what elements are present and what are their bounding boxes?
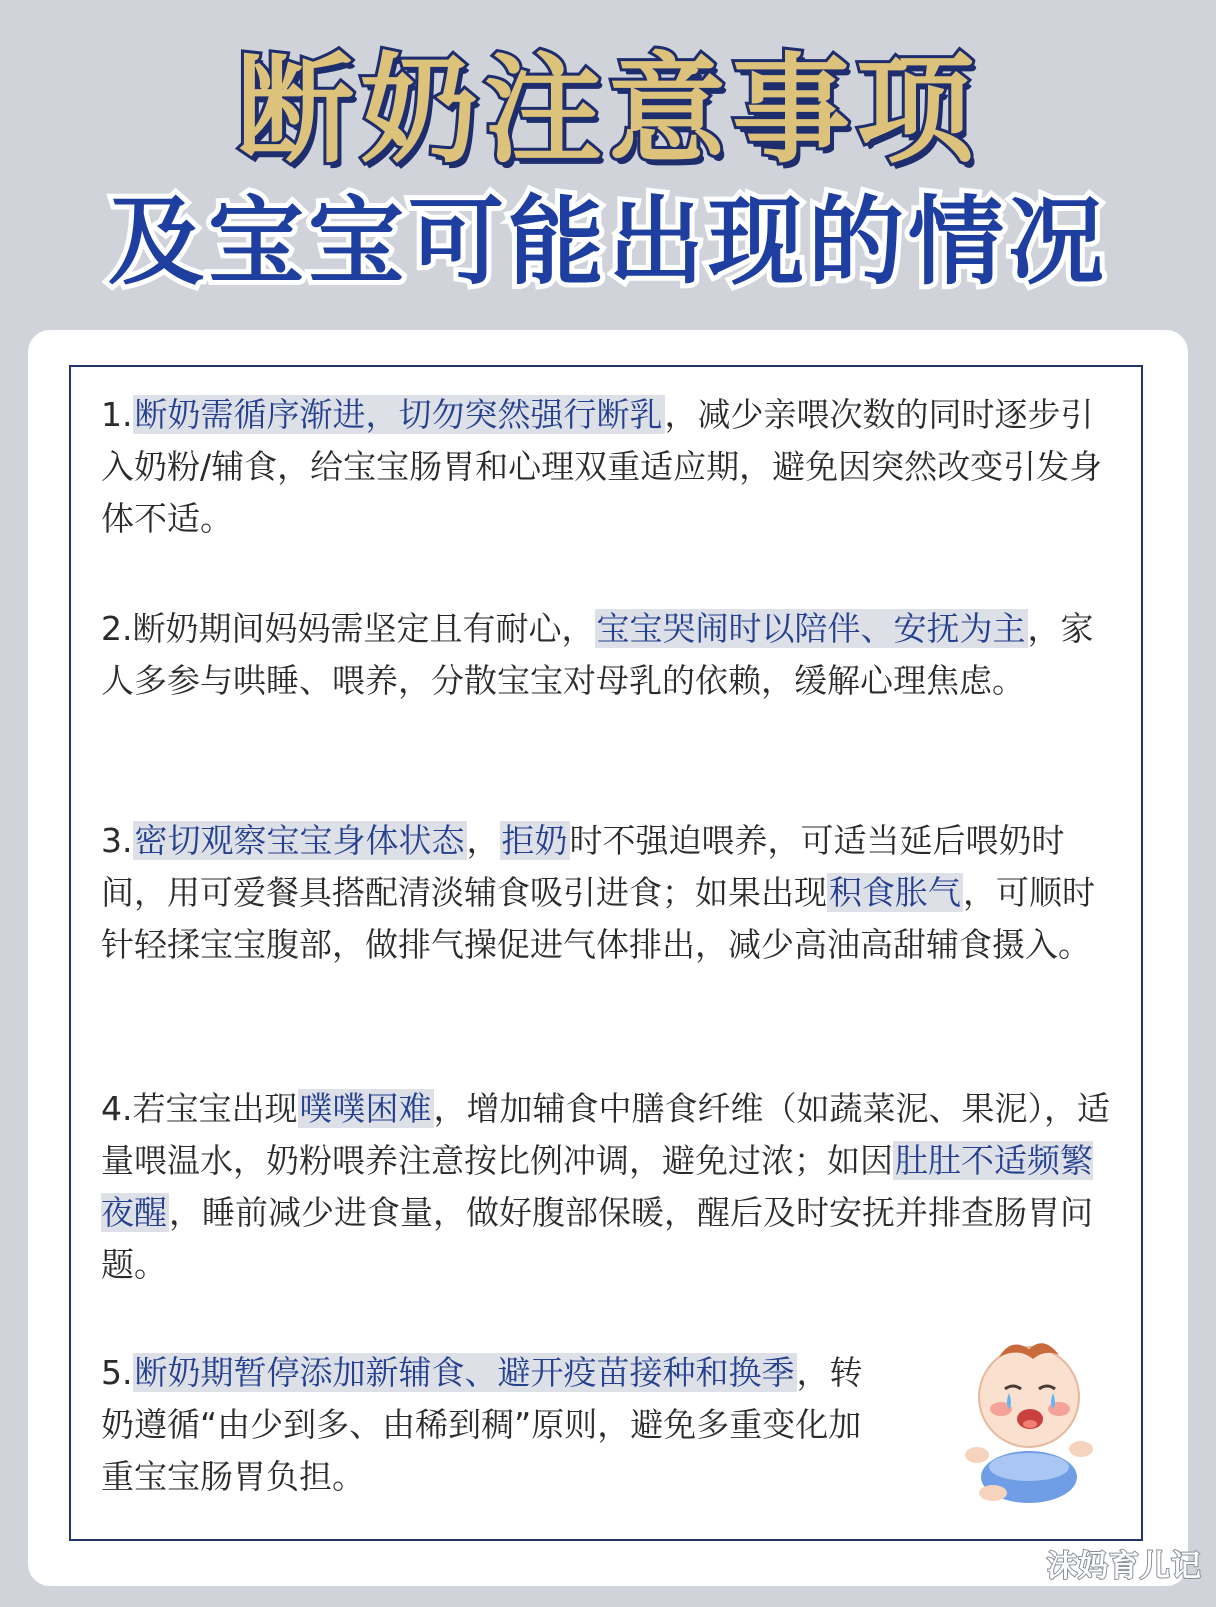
page-title: 断奶注意事项 [235, 41, 980, 179]
body-text: 4.若宝宝出现 [101, 1089, 298, 1128]
highlight-text: 积食胀气 [829, 873, 961, 912]
body-text: ， [466, 821, 500, 860]
body-text: 5. [101, 1353, 133, 1392]
content-frame [69, 365, 1143, 1541]
body-text: 时不强迫喂养，可适当延后喂奶时间，用可爱餐具搭配清淡辅食吸引进食；如果出现 [101, 821, 1065, 912]
body-text: ，减少亲喂次数的同时逐步引入奶粉/辅食，给宝宝肠胃和心理双重适应期，避免因突然改变引发身体不适。 [101, 395, 1103, 538]
body-text: ，家人多参与哄睡、喂养，分散宝宝对母乳的依赖，缓解心理焦虑。 [101, 609, 1094, 700]
body-text: ，增加辅食中膳食纤维（如蔬菜泥、果泥），适量喂温水，奶粉喂养注意按比例冲调，避免过浓；如因 [101, 1089, 1110, 1180]
highlight-text: 断奶需循序渐进，切勿突然强行断乳 [134, 395, 663, 434]
highlight-text: 肚肚不适频繁夜醒 [101, 1141, 1093, 1232]
page-subtitle: 及宝宝可能出现的情况 [108, 186, 1108, 298]
watermark: 沫妈育儿记 [1047, 1549, 1202, 1584]
body-text: 3. [101, 821, 133, 860]
list-item [101, 815, 1111, 971]
content-card [28, 330, 1188, 1586]
list-item [101, 603, 1111, 707]
highlight-text: 拒奶 [501, 821, 568, 860]
crying-baby-icon [949, 1327, 1099, 1507]
body-text: 1. [101, 395, 133, 434]
body-text: ，转奶遵循“由少到多、由稀到稠”原则，避免多重变化加重宝宝肠胃负担。 [101, 1353, 863, 1496]
highlight-text: 噗噗困难 [299, 1089, 432, 1128]
highlight-text: 宝宝哭闹时以陪伴、安抚为主 [596, 609, 1026, 648]
body-text: 2.断奶期间妈妈需坚定且有耐心， [101, 609, 595, 648]
highlight-text: 密切观察宝宝身体状态 [134, 821, 465, 860]
highlight-text: 断奶期暂停添加新辅食、避开疫苗接种和换季 [134, 1353, 795, 1392]
list-item [101, 1347, 891, 1503]
list-item [101, 1083, 1111, 1291]
body-text: ，可顺时针轻揉宝宝腹部，做排气操促进气体排出，减少高油高甜辅食摄入。 [101, 873, 1095, 964]
body-text: ，睡前减少进食量，做好腹部保暖，醒后及时安抚并排查肠胃问题。 [101, 1193, 1093, 1284]
list-item [101, 389, 1111, 545]
title-block [0, 0, 1216, 320]
